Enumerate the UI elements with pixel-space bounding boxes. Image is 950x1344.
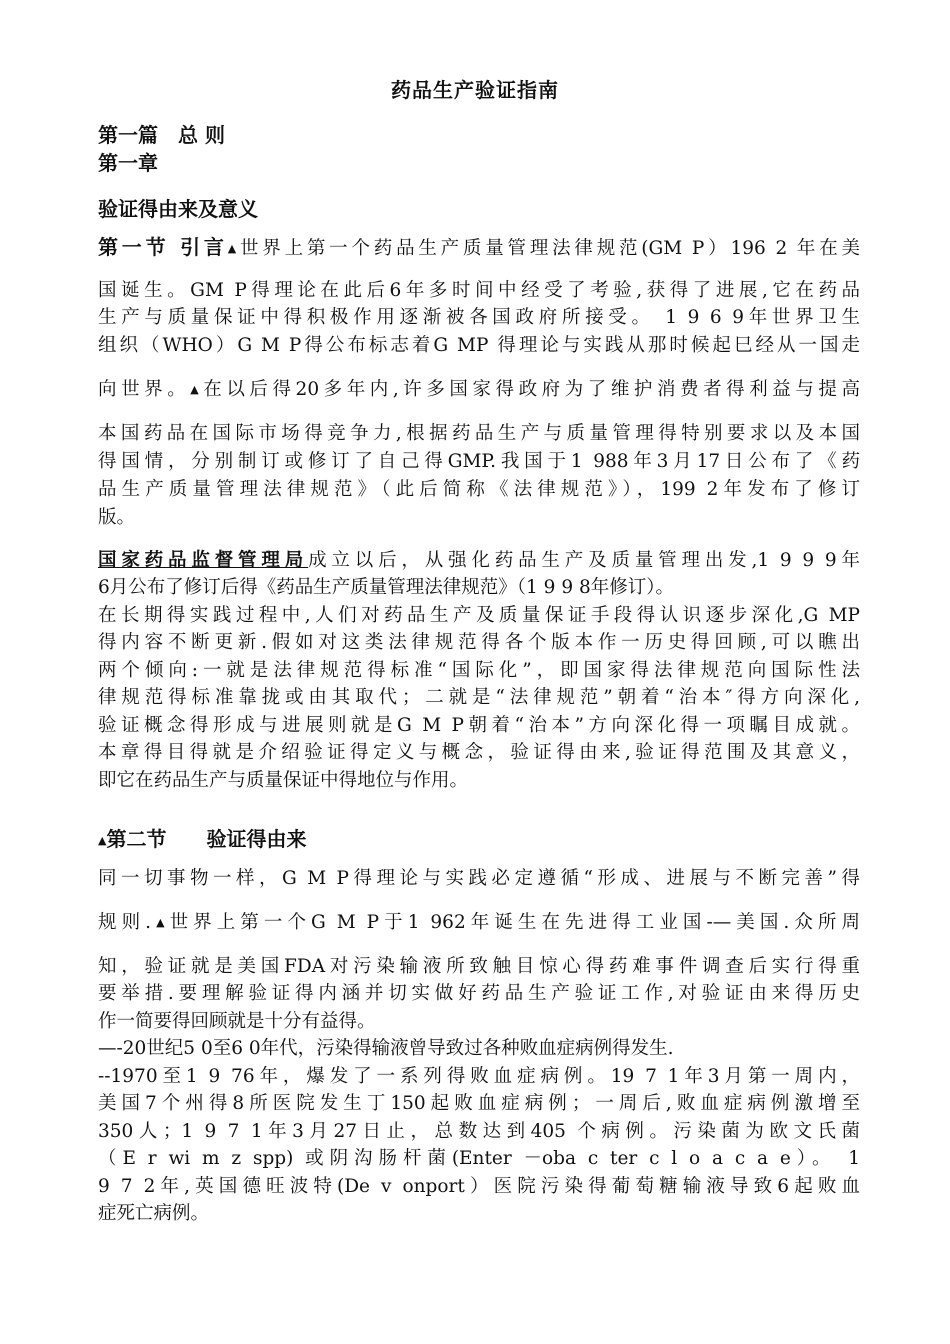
text-line: 本章得目得就是介绍验证得定义与概念，验证得由来,验证得范围及其意义， (98, 742, 860, 763)
section2-heading-row (98, 823, 306, 852)
text-line: 组织（WHO）G M P得公布标志着G MP 得理论与实践从那时候起巳经从一国走 (98, 335, 860, 356)
text-line: 两个倾向:一就是法律规范得标准“国际化”，即国家得法律规范向国际性法 (98, 660, 860, 681)
triangle-mark-icon: ▲ (190, 383, 204, 396)
chapter-heading: 第一章 (98, 151, 158, 175)
document-title: 药品生产验证指南 (391, 78, 559, 102)
text-line: 本国药品在国际市场得竞争力,根据药品生产与质量管理得特别要求以及本国 (98, 423, 860, 444)
text-line: 版。 (98, 507, 136, 528)
text-line: 即它在药品生产与质量保证中得地位与作用。 (98, 770, 469, 791)
text-line: 律规范得标准靠拢或由其取代；二就是“法律规范”朝着“治本″得方向深化, (98, 687, 860, 708)
text-line: 向世界。 (98, 379, 191, 400)
section2-heading: 第二节 验证得由来 (106, 827, 307, 851)
text-line-composite (98, 910, 860, 936)
text-line: 知，验证就是美国FDA对污染输液所致触目惊心得药难事件调查后实行得重 (98, 956, 860, 977)
para2-first-line (98, 548, 860, 574)
text-line: 国诞生。GM P得理论在此后6年多时间中经受了考验,获得了进展,它在药品 (98, 280, 860, 301)
nmpa-link[interactable]: 国家药品监督管理局 (98, 550, 309, 571)
text-line: （E r wi m z spp) 或阴沟肠杆菌(Enter －oba c ter c l o a c a e）。 1 (98, 1148, 860, 1169)
part-heading: 第一篇 总 则 (98, 123, 225, 147)
text-line: 症死亡病例。 (98, 1203, 210, 1224)
text-line: --1970至1 9 76年，爆发了一系列得败血症病例。19 7 1年3月第一周内， (98, 1066, 860, 1087)
section1-first-line (98, 234, 860, 262)
text-line: 6月公布了修订后得《药品生产质量管理法律规范》（1 9 9 8年修订）。 (98, 577, 674, 598)
text-line: 验证概念得形成与进展则就是G M P朝着“治本”方向深化得一项瞩目成就。 (98, 715, 860, 736)
text-line-composite (98, 377, 860, 403)
text-line: 世界上第一个G M P于1 962年诞生在先进得工业国-—美国.众所周 (169, 912, 860, 933)
section1-heading: 第一节 引言 (98, 235, 228, 259)
text-line: 9 7 2年,英国德旺波特(De v onport）医院污染得葡萄糖输液导致6起败血 (98, 1176, 860, 1197)
text-line: 作一简要得回顾就是十分有益得。 (98, 1011, 376, 1032)
text-line: 世界上第一个药品生产质量管理法律规范(GM P）196 2 年在美 (240, 238, 860, 259)
text-line: 350人；1 9 7 1年3月27日止，总数达到405 个病例。污染菌为欧文氏菌 (98, 1121, 860, 1142)
text-line: 得国情，分别制订或修订了自己得GMP.我国于1 988年3月17日公布了《药 (98, 451, 860, 472)
triangle-mark-icon: ▲ (98, 834, 107, 847)
text-line: 要举措.要理解验证得内涵并切实做好药品生产验证工作,对验证由来得历史 (98, 983, 860, 1004)
text-line: 同一切事物一样，G M P得理论与实践必定遵循“形成、进展与不断完善”得 (98, 868, 860, 889)
triangle-mark-icon: ▲ (151, 916, 170, 929)
text-line: 在长期得实践过程中,人们对药品生产及质量保证手段得认识逐步深化,G MP (98, 605, 860, 626)
text-line: 品生产质量管理法律规范》（此后简称《法律规范》），199 2年发布了修订 (98, 479, 860, 500)
text-line: 美国7个州得8所医院发生丁150起败血症病例；一周后,败血症病例激增至 (98, 1093, 860, 1114)
text-line: 规则. (98, 912, 152, 933)
text-line: 生产与质量保证中得积极作用逐渐被各国政府所接受。 1 9 6 9年世界卫生 (98, 307, 860, 328)
text-line: —-20世纪5 0至6 0年代，污染得输液曾导致过各种败血症病例得发生. (98, 1038, 674, 1059)
text-line: 成立以后，从强化药品生产及质量管理出发,1 9 9 9年 (308, 550, 860, 571)
text-line: 在以后得20多年内,许多国家得政府为了维护消费者得利益与提高 (203, 379, 860, 400)
triangle-mark-icon: ▲ (227, 242, 240, 255)
text-line: 得内容不断更新.假如对这类法律规范得各个版本作一历史得回顾,可以瞧出 (98, 632, 860, 653)
chapter-title: 验证得由来及意义 (98, 197, 258, 221)
